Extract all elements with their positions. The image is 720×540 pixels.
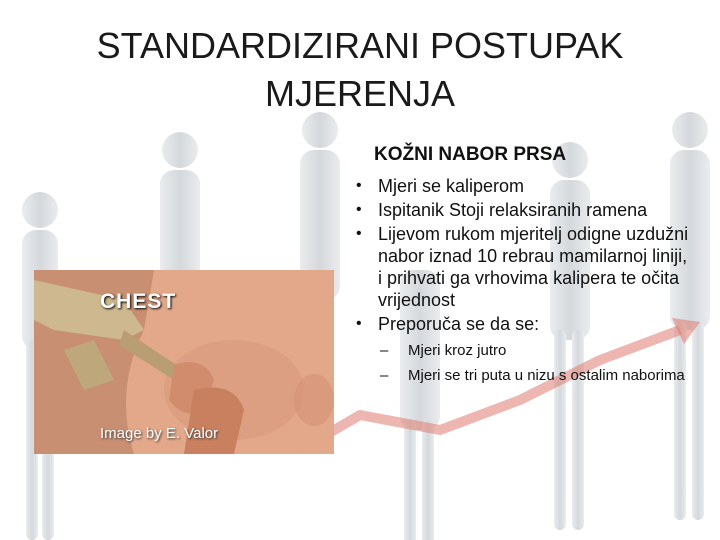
slide-title: STANDARDIZIRANI POSTUPAK MJERENJA	[96, 25, 624, 114]
bullet-list	[350, 175, 690, 385]
sub-list-item	[350, 341, 690, 360]
list-item	[350, 175, 690, 197]
dash-marker: –	[380, 367, 389, 384]
list-item	[350, 313, 690, 335]
list-item	[350, 223, 690, 311]
dash-marker: –	[380, 342, 389, 359]
sub-list-item-text: Mjeri kroz jutro	[408, 342, 507, 359]
list-item-text: Lijevom rukom mjeritelj odigne uzdužni nabor iznad 10 rebrau mamilarnoj liniji, i prihvati ga vrhovima kalipera te očita vrijednost	[378, 224, 689, 310]
sub-list-item	[350, 366, 690, 385]
list-item-text: Mjeri se kaliperom	[378, 176, 525, 196]
sub-list-item-text: Mjeri se tri puta u nizu s ostalim naborima	[408, 367, 685, 384]
photo-credit: Image by E. Valor	[100, 425, 219, 442]
bullet-marker: •	[356, 177, 362, 194]
bullet-marker: •	[356, 201, 362, 218]
photo-label: CHEST	[100, 290, 177, 313]
list-item-text: Preporuča se da se:	[378, 314, 540, 334]
bullet-marker: •	[356, 315, 362, 332]
slide-subtitle: KOŽNI NABOR PRSA	[374, 144, 567, 165]
list-item	[350, 199, 690, 221]
bullet-marker: •	[356, 225, 362, 242]
list-item-text: Ispitanik Stoji relaksiranih ramena	[378, 200, 648, 220]
